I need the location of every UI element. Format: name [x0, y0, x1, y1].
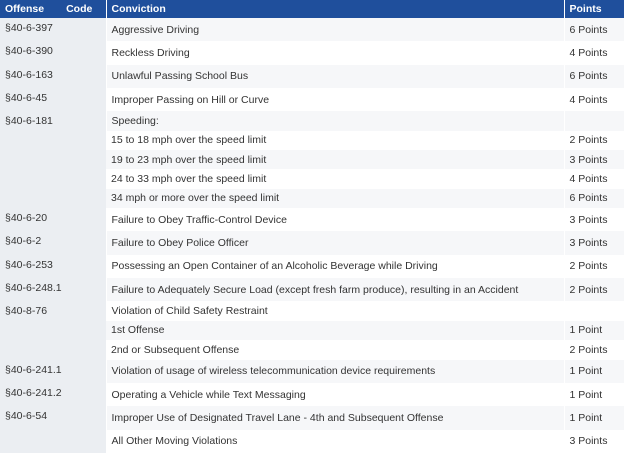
offense-code-cell: §40-6-181 [0, 111, 106, 208]
offense-code-cell: §40-6-241.1 [0, 360, 106, 383]
points-cell: 1 Point [564, 383, 624, 406]
points-cell: 3 Points [564, 208, 624, 231]
table-row [0, 111, 624, 130]
conviction-cell: Violation of usage of wireless telecommunication device requirements [106, 360, 564, 383]
table-row [0, 88, 624, 111]
table-row [0, 208, 624, 231]
conviction-cell: Operating a Vehicle while Text Messaging [106, 383, 564, 406]
conviction-cell: Failure to Obey Police Officer [106, 231, 564, 254]
header-code-label: Code [66, 3, 93, 15]
conviction-cell: 2nd or Subsequent Offense [106, 340, 564, 359]
header-points: Points [564, 0, 624, 18]
conviction-cell: Violation of Child Safety Restraint [106, 301, 564, 320]
table-row [0, 301, 624, 320]
points-cell: 3 Points [564, 150, 624, 169]
conviction-cell: 34 mph or more over the speed limit [106, 189, 564, 208]
offense-code-cell: §40-6-2 [0, 231, 106, 254]
points-cell: 2 Points [564, 131, 624, 150]
table-row [0, 383, 624, 406]
offense-code-cell: §40-8-76 [0, 301, 106, 359]
points-cell: 2 Points [564, 255, 624, 278]
conviction-cell: Speeding: [106, 111, 564, 130]
conviction-cell: All Other Moving Violations [106, 430, 564, 453]
points-cell: 1 Point [564, 360, 624, 383]
header-offense-label: Offense [5, 3, 45, 15]
points-cell: 2 Points [564, 278, 624, 301]
points-cell: 6 Points [564, 18, 624, 41]
points-cell: 1 Point [564, 406, 624, 429]
table-row [0, 41, 624, 64]
conviction-cell: 15 to 18 mph over the speed limit [106, 131, 564, 150]
table-header [0, 0, 624, 18]
offense-code-cell [0, 430, 106, 453]
conviction-cell: Unlawful Passing School Bus [106, 65, 564, 88]
offense-code-cell: §40-6-241.2 [0, 383, 106, 406]
conviction-cell: Possessing an Open Container of an Alcoholic Beverage while Driving [106, 255, 564, 278]
header-conviction: Conviction [106, 0, 564, 18]
conviction-cell: 1st Offense [106, 321, 564, 340]
header-row [0, 0, 624, 18]
table-row [0, 278, 624, 301]
table-row [0, 231, 624, 254]
header-offense-code [0, 0, 106, 18]
table-row [0, 430, 624, 453]
points-cell: 1 Point [564, 321, 624, 340]
table-row [0, 65, 624, 88]
conviction-cell: Improper Passing on Hill or Curve [106, 88, 564, 111]
table-row [0, 255, 624, 278]
offense-code-cell: §40-6-45 [0, 88, 106, 111]
conviction-cell: Failure to Obey Traffic-Control Device [106, 208, 564, 231]
conviction-cell: Improper Use of Designated Travel Lane - 4th and Subsequent Offense [106, 406, 564, 429]
points-cell: 6 Points [564, 65, 624, 88]
table-row [0, 18, 624, 41]
offense-code-cell: §40-6-163 [0, 65, 106, 88]
offense-code-cell: §40-6-20 [0, 208, 106, 231]
table-row [0, 360, 624, 383]
conviction-cell: Aggressive Driving [106, 18, 564, 41]
conviction-cell: 19 to 23 mph over the speed limit [106, 150, 564, 169]
conviction-cell: Reckless Driving [106, 41, 564, 64]
offense-code-cell: §40-6-390 [0, 41, 106, 64]
offense-code-cell: §40-6-253 [0, 255, 106, 278]
points-cell: 3 Points [564, 430, 624, 453]
points-cell: 4 Points [564, 88, 624, 111]
points-cell: 2 Points [564, 340, 624, 359]
table-body [0, 18, 624, 453]
offense-code-cell: §40-6-54 [0, 406, 106, 429]
conviction-cell: 24 to 33 mph over the speed limit [106, 169, 564, 188]
offense-code-cell: §40-6-397 [0, 18, 106, 41]
points-cell [564, 111, 624, 130]
points-cell: 3 Points [564, 231, 624, 254]
offense-code-cell: §40-6-248.1 [0, 278, 106, 301]
conviction-cell: Failure to Adequately Secure Load (except fresh farm produce), resulting in an Accident [106, 278, 564, 301]
points-cell: 4 Points [564, 169, 624, 188]
points-cell [564, 301, 624, 320]
points-cell: 4 Points [564, 41, 624, 64]
points-cell: 6 Points [564, 189, 624, 208]
